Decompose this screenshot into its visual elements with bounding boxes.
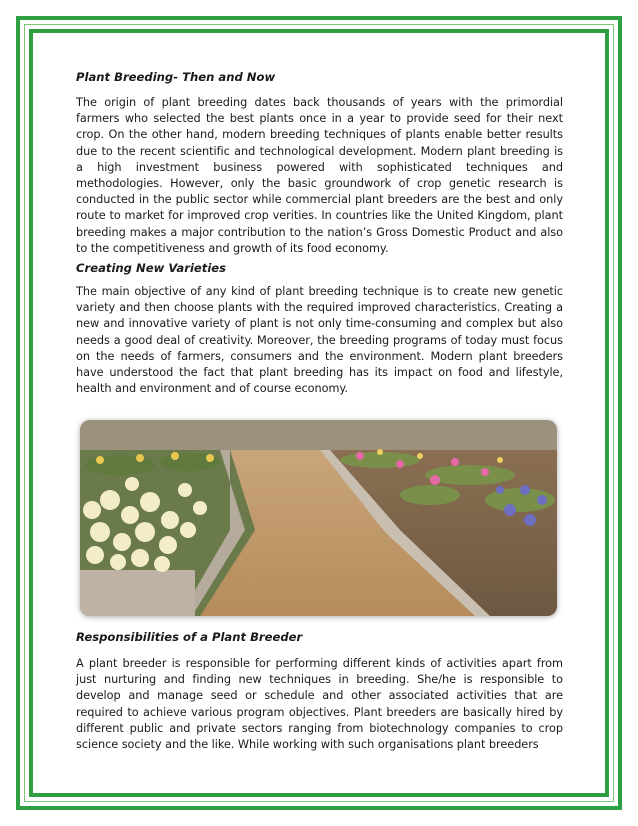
section-paragraph: A plant breeder is responsible for performing different kinds of activities apart from just nurturing and finding new techniques in breeding. She/he is responsible to develop and manage seed or schedule and other associated activities that are required to achieve various program objectives. Plant breeders are basically hired by different public and private sectors ranging from biotechnology companies to crop science society and the like. While working with such organisations plant breeders xyxy=(76,657,563,752)
section-heading: Plant Breeding- Then and Now xyxy=(76,70,276,84)
section-paragraph: The origin of plant breeding dates back thousands of years with the primordial farmers who selected the best plants once in a year to provide seed for their next crop. On the other hand, modern breeding techniques of plants enable better results due to the recent scientific and technological development. Modern plant breeding is a high investment business powered with sophisticated techniques and methodologies. However, only the basic groundwork of crop genetic research is conducted in the public sector while commercial plant breeders are the best and only route to market for improved crop verities. In countries like the United Kingdom, plant breeding makes a major contribution to the nation’s Gross Domestic Product and also to the competitiveness and growth of its food economy. xyxy=(76,96,563,255)
section-heading: Creating New Varieties xyxy=(76,261,227,276)
section-heading: Responsibilities of a Plant Breeder xyxy=(76,630,303,644)
section-paragraph: The main objective of any kind of plant breeding technique is to create new genetic variety and then choose plants with the required improved characteristics. Creating a new and innovative variety of plant is not only time-consuming and complex but also needs a good deal of creativity. Moreover, the breeding programs of today must focus on the needs of farmers, consumers and the environment. Modern plant breeders have understood the fact that plant breeding has its impact on food and lifestyle, health and environment and of course economy. xyxy=(76,285,563,396)
garden-beds-photo xyxy=(80,420,557,616)
document-body xyxy=(76,70,563,397)
